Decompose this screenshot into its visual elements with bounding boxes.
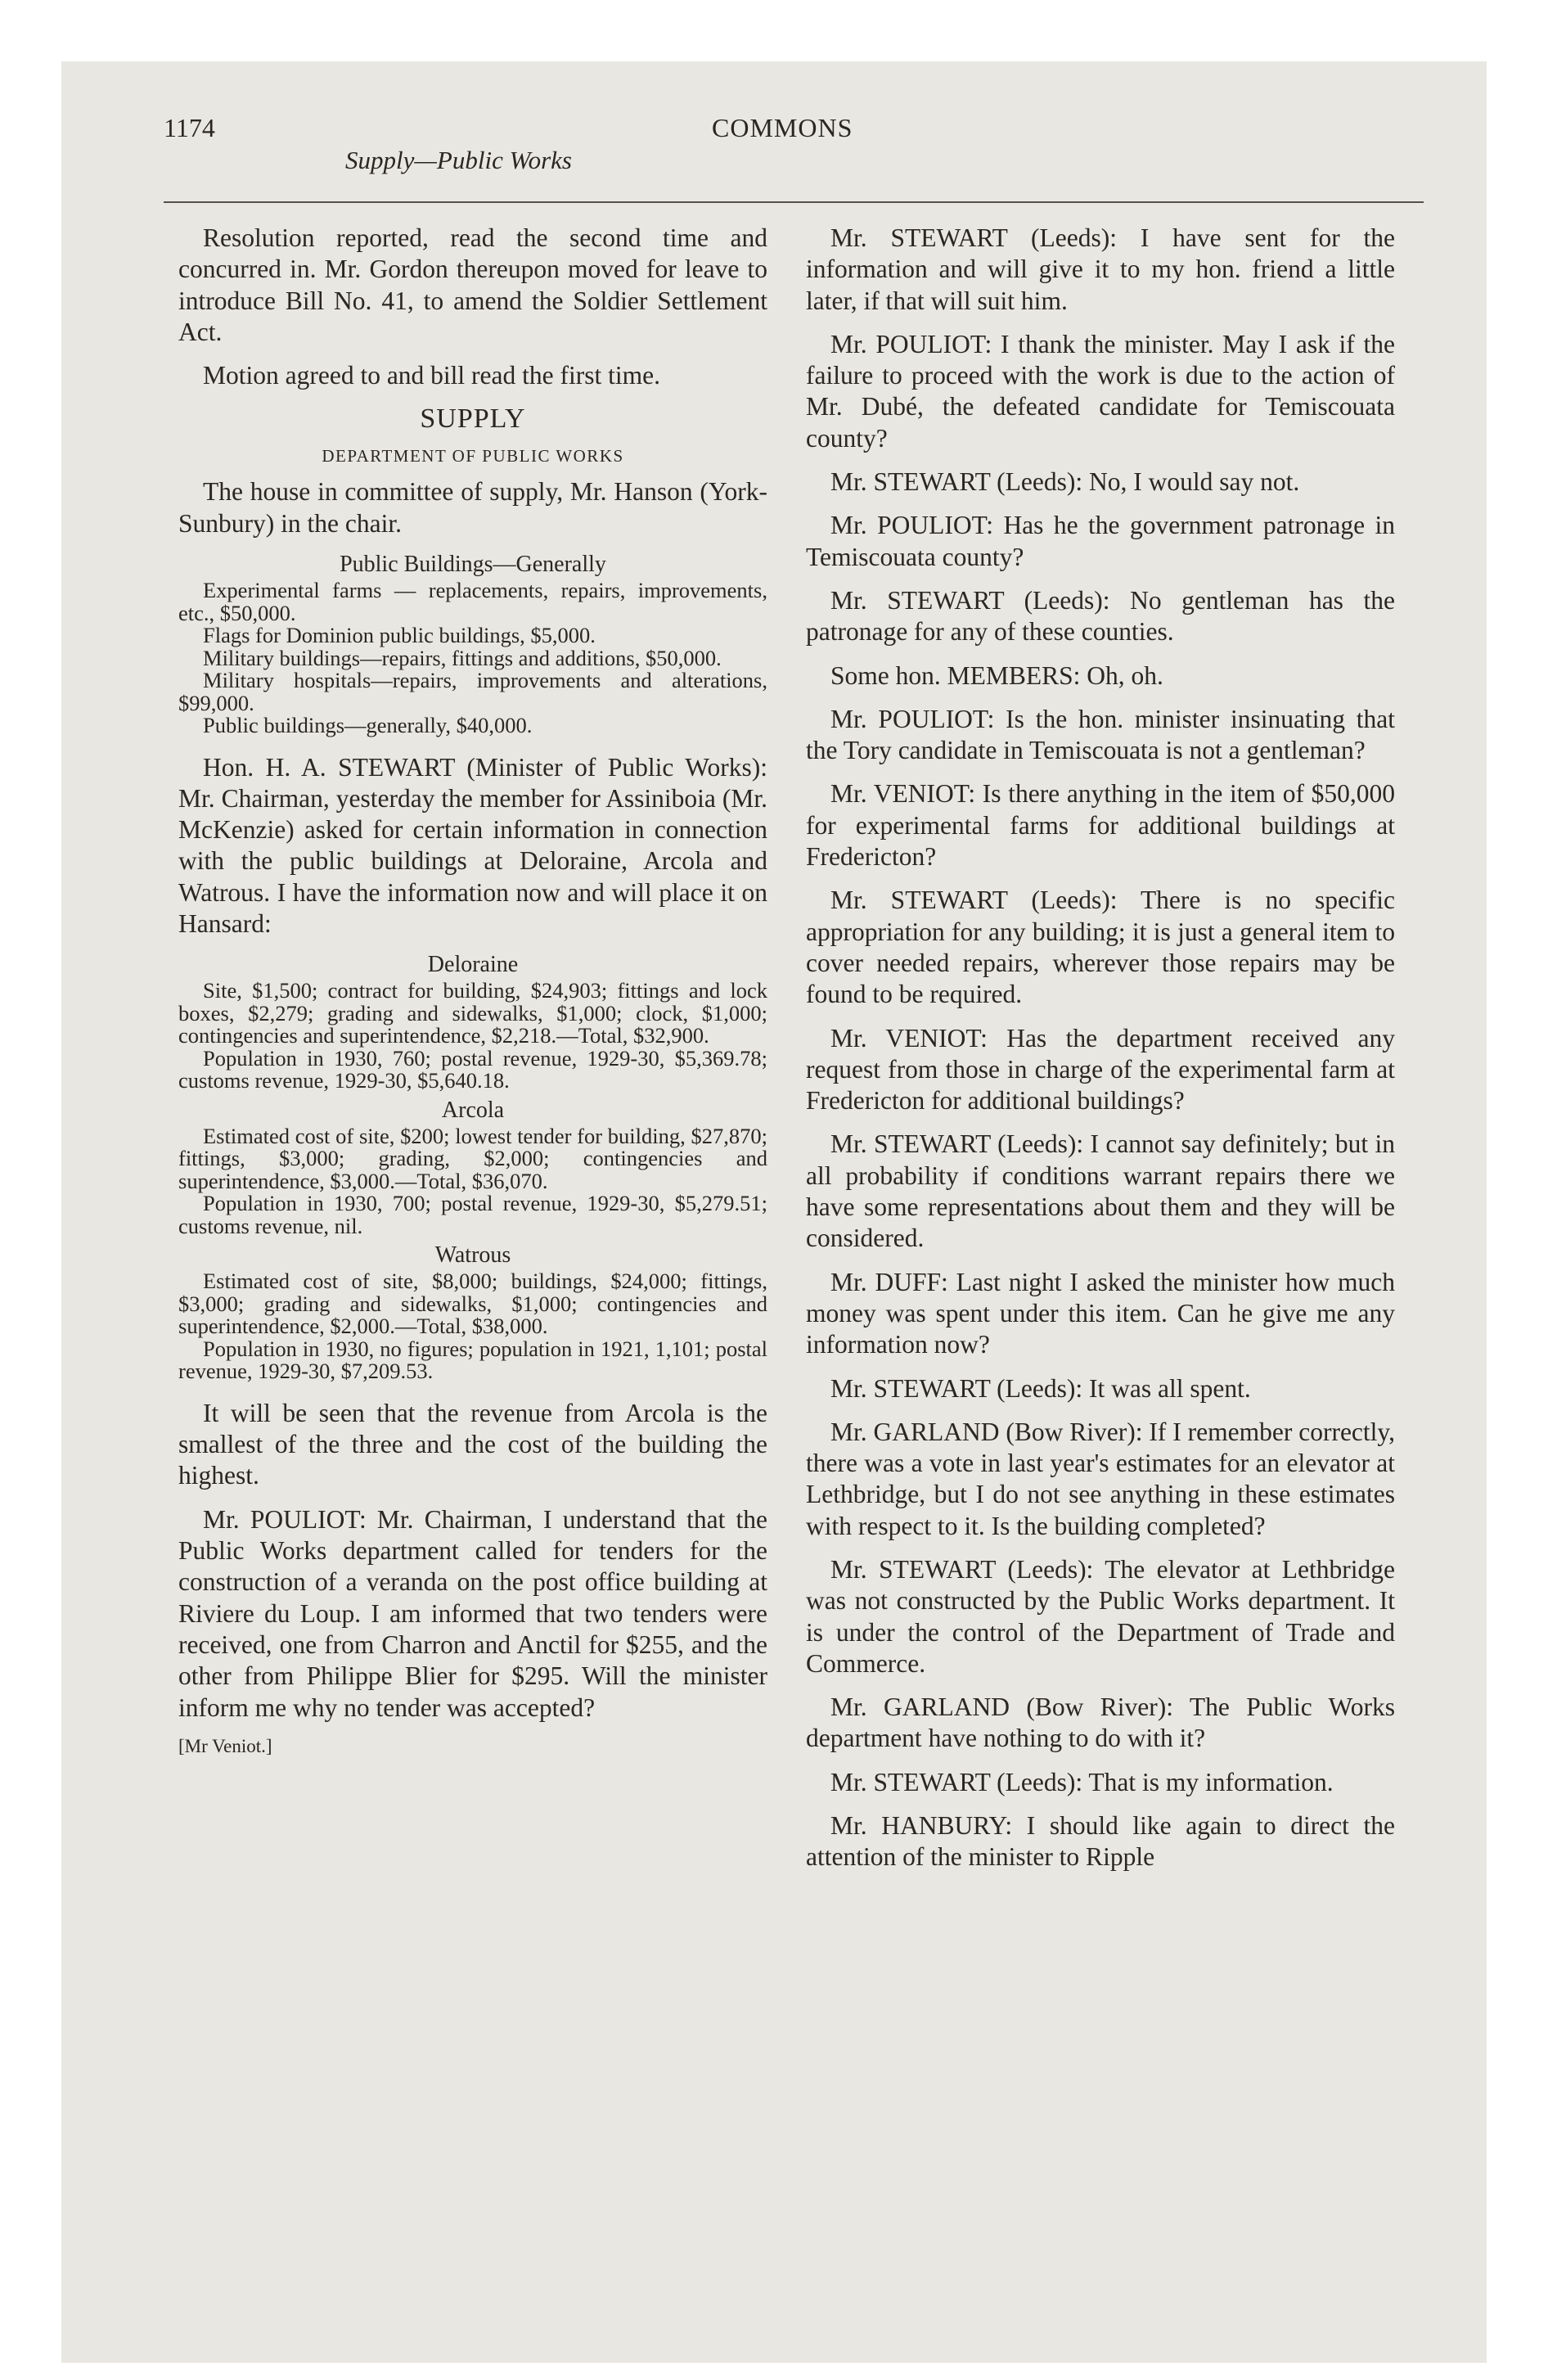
paragraph: Mr. STEWART (Leeds): That is my information. bbox=[830, 1767, 1334, 1796]
deloraine-population: Population in 1930, 760; postal revenue, 1929-30, $5,369.78; customs revenue, 1929-30, $5,640.18. bbox=[178, 1045, 767, 1093]
estimate-item: Flags for Dominion public buildings, $5,000. bbox=[203, 623, 596, 648]
watrous-population: Population in 1930, no figures; population in 1921, 1,101; postal revenue, 1929-30, $7,209.53. bbox=[178, 1336, 767, 1384]
estimate-item: Public buildings—generally, $40,000. bbox=[203, 713, 533, 738]
watrous-heading: Watrous bbox=[434, 1242, 511, 1269]
left-column bbox=[178, 223, 767, 1757]
paragraph: The house in committee of supply, Mr. Hanson (York-Sunbury) in the chair. bbox=[178, 477, 767, 538]
paragraph: Mr. GARLAND (Bow River): The Public Works department have nothing to do with it? bbox=[806, 1693, 1395, 1753]
footer-speaker-reference: [Mr Veniot.] bbox=[178, 1735, 272, 1756]
paragraph: Mr. STEWART (Leeds): It was all spent. bbox=[830, 1373, 1251, 1403]
watrous-costs: Estimated cost of site, $8,000; buildings, $24,000; fittings, $3,000; grading and sidewalks, $1,000; contingencies and superintendence, $2,000.—Total, $38,000. bbox=[178, 1269, 767, 1339]
paragraph: Mr. STEWART (Leeds): There is no specific appropriation for any building; it is just a general item to cover needed repairs, wherever those repairs may be found to be required. bbox=[806, 886, 1395, 1009]
estimate-item: Experimental farms — replacements, repairs, improvements, etc., $50,000. bbox=[178, 578, 767, 625]
supply-heading: SUPPLY bbox=[420, 403, 526, 435]
arcola-population: Population in 1930, 700; postal revenue, 1929-30, $5,279.51; customs revenue, nil. bbox=[178, 1191, 767, 1238]
header-rule bbox=[164, 201, 1424, 203]
paragraph: Mr. VENIOT: Is there anything in the item of $50,000 for experimental farms for additional buildings at Fredericton? bbox=[806, 779, 1395, 872]
estimate-item: Military buildings—repairs, fittings and additions, $50,000. bbox=[203, 645, 722, 670]
paragraph: Mr. POULIOT: Has he the government patronage in Temiscouata county? bbox=[806, 511, 1395, 571]
paragraph: Mr. POULIOT: Mr. Chairman, I understand that the Public Works department called for tenders for the construction of a veranda on the post office building at Riviere du Loup. I am informed that two tenders were received, one from Charron and Anctil for $255, and the other from Philippe Blier for $295. Will the minister inform me why no tender was accepted? bbox=[178, 1504, 767, 1722]
estimate-item: Military hospitals—repairs, improvements and alterations, $99,000. bbox=[178, 668, 767, 715]
department-heading: DEPARTMENT OF PUBLIC WORKS bbox=[322, 446, 624, 467]
running-subtitle: Supply—Public Works bbox=[345, 146, 572, 174]
section-title: COMMONS bbox=[712, 113, 853, 142]
paragraph: Mr. STEWART (Leeds): I have sent for the information and will give it to my hon. friend a little later, if that will suit him. bbox=[806, 223, 1395, 315]
paragraph: It will be seen that the revenue from Arcola is the smallest of the three and the cost of the building the highest. bbox=[178, 1398, 767, 1490]
paragraph: Mr. GARLAND (Bow River): If I remember correctly, there was a vote in last year's estimates for an elevator at Lethbridge, but I do not see anything in these estimates with respect to it. Is the building completed? bbox=[806, 1417, 1395, 1540]
paragraph: Resolution reported, read the second time and concurred in. Mr. Gordon thereupon moved for leave to introduce Bill No. 41, to amend the Soldier Settlement Act. bbox=[178, 223, 767, 346]
arcola-costs: Estimated cost of site, $200; lowest tender for building, $27,870; fittings, $3,000; grading, $2,000; contingencies and superintendence, $3,000.—Total, $36,070. bbox=[178, 1123, 767, 1193]
page-header bbox=[164, 113, 1424, 205]
paragraph: Mr. STEWART (Leeds): The elevator at Lethbridge was not constructed by the Public Works department. It is under the control of the Department of Trade and Commerce. bbox=[806, 1554, 1395, 1678]
page-number: 1174 bbox=[164, 113, 215, 142]
paragraph: Mr. POULIOT: Is the hon. minister insinuating that the Tory candidate in Temiscouata is not a gentleman? bbox=[806, 704, 1395, 765]
paragraph: Mr. POULIOT: I thank the minister. May I ask if the failure to proceed with the work is due to the action of Mr. Dubé, the defeated candidate for Temiscouata county? bbox=[806, 329, 1395, 453]
deloraine-costs: Site, $1,500; contract for building, $24,903; fittings and lock boxes, $2,279; grading and sidewalks, $1,000; clock, $1,000; contingencies and superintendence, $2,218.—Total, $32,900. bbox=[178, 978, 767, 1048]
deloraine-heading: Deloraine bbox=[427, 952, 519, 978]
paragraph: Mr. STEWART (Leeds): No gentleman has the patronage for any of these counties. bbox=[806, 585, 1395, 647]
paragraph: Hon. H. A. STEWART (Minister of Public Works): Mr. Chairman, yesterday the member for Assiniboia (Mr. McKenzie) asked for certain information in connection with the public buildings at Deloraine, Arcola and Watrous. I have the information now and will place it on Hansard: bbox=[178, 752, 767, 939]
paragraph: Mr. STEWART (Leeds): No, I would say not. bbox=[830, 467, 1300, 497]
paragraph: Mr. DUFF: Last night I asked the minister how much money was spent under this item. Can he give me any information now? bbox=[806, 1267, 1395, 1359]
paragraph: Mr. HANBURY: I should like again to direct the attention of the minister to Ripple bbox=[806, 1811, 1395, 1872]
paragraph: Some hon. MEMBERS: Oh, oh. bbox=[830, 660, 1163, 690]
paragraph: Mr. STEWART (Leeds): I cannot say definitely; but in all probability if conditions warrant repairs there we have some representations about them and they will be considered. bbox=[806, 1129, 1395, 1253]
public-buildings-heading: Public Buildings—Generally bbox=[340, 552, 606, 578]
arcola-heading: Arcola bbox=[441, 1097, 505, 1123]
paragraph: Mr. VENIOT: Has the department received any request from those in charge of the experimental farm at Fredericton for additional buildings? bbox=[806, 1023, 1395, 1116]
paragraph: Motion agreed to and bill read the first time. bbox=[203, 361, 660, 390]
right-column bbox=[806, 223, 1395, 1886]
